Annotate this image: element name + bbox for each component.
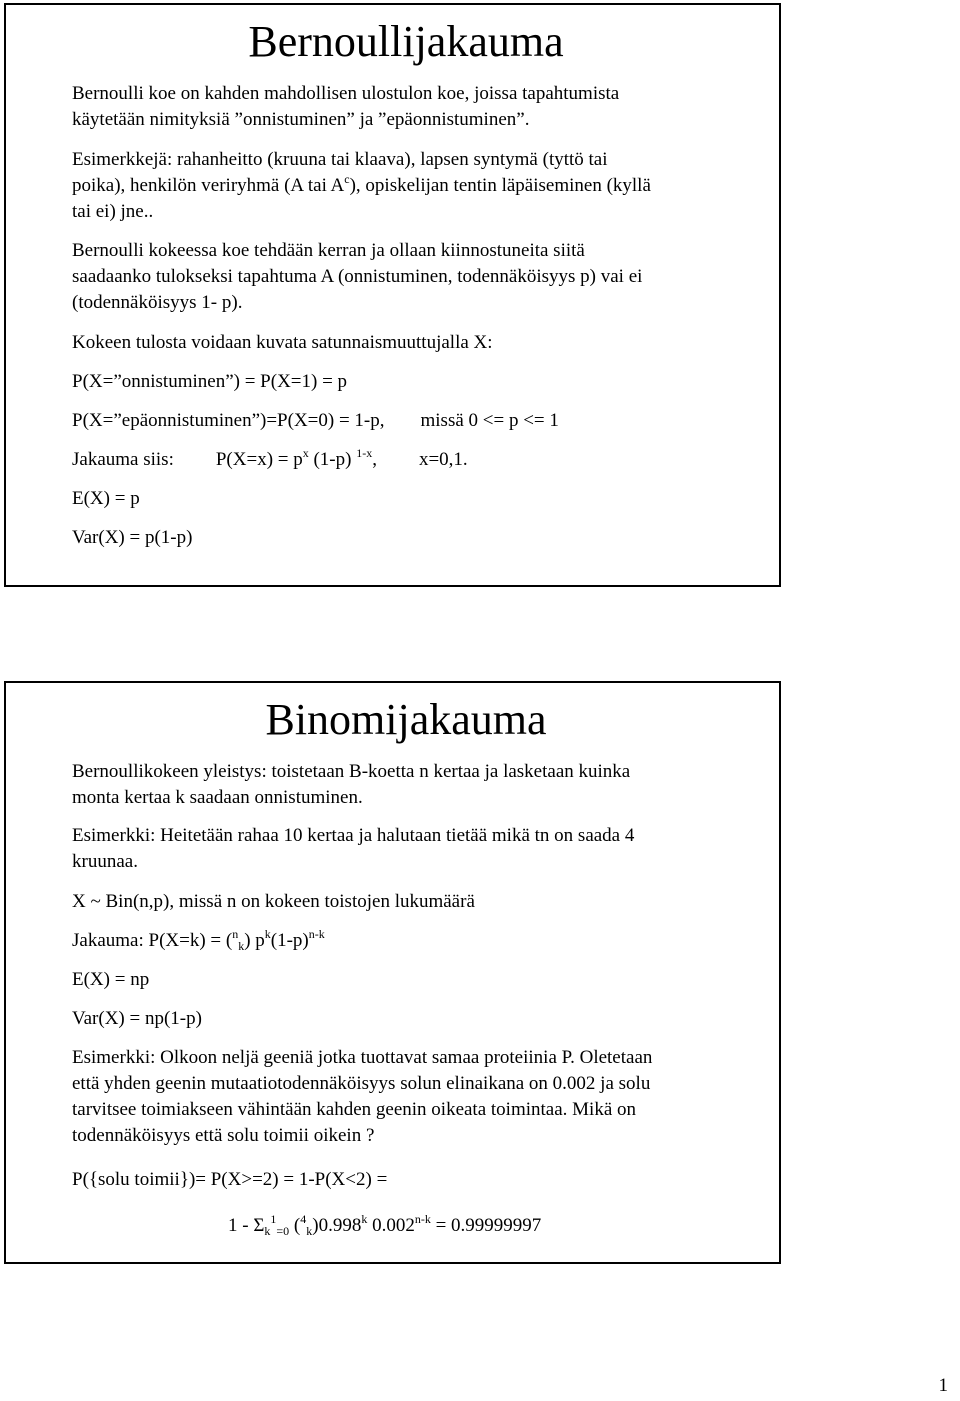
superscript: x <box>302 446 309 460</box>
text-segment: ) p <box>244 930 265 951</box>
text-line: (todennäköisyys 1- p). <box>72 292 243 313</box>
subscript: k <box>264 1224 271 1238</box>
text-segment: Jakauma siis: <box>72 449 174 470</box>
text-segment: x=0,1. <box>418 449 468 470</box>
paragraph-example-coin <box>72 823 762 875</box>
paragraph-definition <box>72 81 762 133</box>
text-line: Esimerkki: Heitetään rahaa 10 kertaa ja halutaan tietää mikä tn on saada 4 <box>72 825 635 846</box>
superscript: n <box>232 927 239 941</box>
text-segment: 0.002 <box>367 1215 415 1236</box>
subscript: k <box>238 939 245 953</box>
equation-success: P(X=”onnistuminen”) = P(X=1) = p <box>72 371 348 392</box>
superscript: k <box>361 1212 368 1226</box>
text-line: Bernoullikokeen yleistys: toistetaan B-koetta n kertaa ja lasketaan kuinka <box>72 761 631 782</box>
text-line: Esimerkki: Olkoon neljä geeniä jotka tuottavat samaa proteiinia P. Oletetaan <box>72 1047 653 1068</box>
text-segment: P(X=”epäonnistuminen”)=P(X=0) = 1-p, <box>72 410 385 431</box>
text-segment: ( <box>289 1215 301 1236</box>
superscript: 1-x <box>356 446 373 460</box>
page-number: 1 <box>938 1375 948 1396</box>
text-line: käytetään nimityksiä ”onnistuminen” ja ”epäonnistuminen”. <box>72 109 530 130</box>
text-segment: )0.998 <box>312 1215 362 1236</box>
text-line: kruunaa. <box>72 851 138 872</box>
text-line: monta kertaa k saadaan onnistuminen. <box>72 787 363 808</box>
text-line: saadaanko tulokseksi tapahtuma A (onnistuminen, todennäköisyys p) vai ei <box>72 266 643 287</box>
equation-result <box>228 1213 768 1239</box>
slide-title: Binomijakauma <box>265 695 547 744</box>
equation-failure <box>72 408 762 434</box>
slide-binomijakauma <box>4 681 781 1264</box>
text-line: todennäköisyys että solu toimii oikein ? <box>72 1125 375 1146</box>
superscript: c <box>344 172 350 186</box>
text-segment: (1-p) <box>308 449 357 470</box>
paragraph-bernoulli-trial <box>72 238 762 316</box>
slide-bernoullijakauma <box>4 3 781 587</box>
text-segment: Jakauma: P(X=k) = ( <box>72 930 233 951</box>
text-segment: , <box>372 449 377 470</box>
text-line: Esimerkkejä: rahanheitto (kruuna tai klaava), lapsen syntymä (tyttö tai <box>72 149 608 170</box>
text-line <box>72 173 762 199</box>
text-segment: poika), henkilön veriryhmä (A tai A <box>72 175 345 196</box>
text-line: Bernoulli kokeessa koe tehdään kerran ja ollaan kiinnostuneita siitä <box>72 240 585 261</box>
superscript: 4 <box>300 1212 307 1226</box>
text-segment: ), opiskelijan tentin läpäiseminen (kyllä <box>349 175 651 196</box>
paragraph-examples <box>72 147 762 225</box>
text-line: että yhden geenin mutaatiotodennäköisyys solun elinaikana on 0.002 ja solu <box>72 1073 651 1094</box>
text-line: tai ei) jne.. <box>72 201 154 222</box>
text-segment: (1-p) <box>270 930 309 951</box>
equation-cell-works: P({solu toimii})= P(X>=2) = 1-P(X<2) = <box>72 1169 388 1190</box>
text-segment: = 0.99999997 <box>430 1215 542 1236</box>
paragraph-example-genes <box>72 1045 762 1149</box>
paragraph-notation: X ~ Bin(n,p), missä n on kokeen toistojen lukumäärä <box>72 891 475 912</box>
superscript: n-k <box>308 927 325 941</box>
slide-title: Bernoullijakauma <box>248 17 564 66</box>
equation-expectation: E(X) = np <box>72 969 150 990</box>
equation-distribution <box>72 928 762 954</box>
paragraph-definition <box>72 759 762 811</box>
superscript: n-k <box>414 1212 431 1226</box>
paragraph-random-variable: Kokeen tulosta voidaan kuvata satunnaismuuttujalla X: <box>72 332 493 353</box>
text-segment: missä 0 <= p <= 1 <box>420 410 559 431</box>
subscript: =0 <box>276 1224 290 1238</box>
equation-variance: Var(X) = np(1-p) <box>72 1008 202 1029</box>
equation-expectation: E(X) = p <box>72 488 140 509</box>
equation-distribution <box>72 447 762 473</box>
equation-variance: Var(X) = p(1-p) <box>72 527 193 548</box>
subscript: k <box>306 1224 313 1238</box>
text-line: Bernoulli koe on kahden mahdollisen ulostulon koe, joissa tapahtumista <box>72 83 620 104</box>
text-segment: P(X=x) = p <box>215 449 303 470</box>
superscript: 1 <box>270 1212 277 1226</box>
text-segment: 1 - Σ <box>228 1215 265 1236</box>
superscript: k <box>264 927 271 941</box>
text-line: tarvitsee toimiakseen vähintään kahden geenin oikeata toimintaa. Mikä on <box>72 1099 637 1120</box>
